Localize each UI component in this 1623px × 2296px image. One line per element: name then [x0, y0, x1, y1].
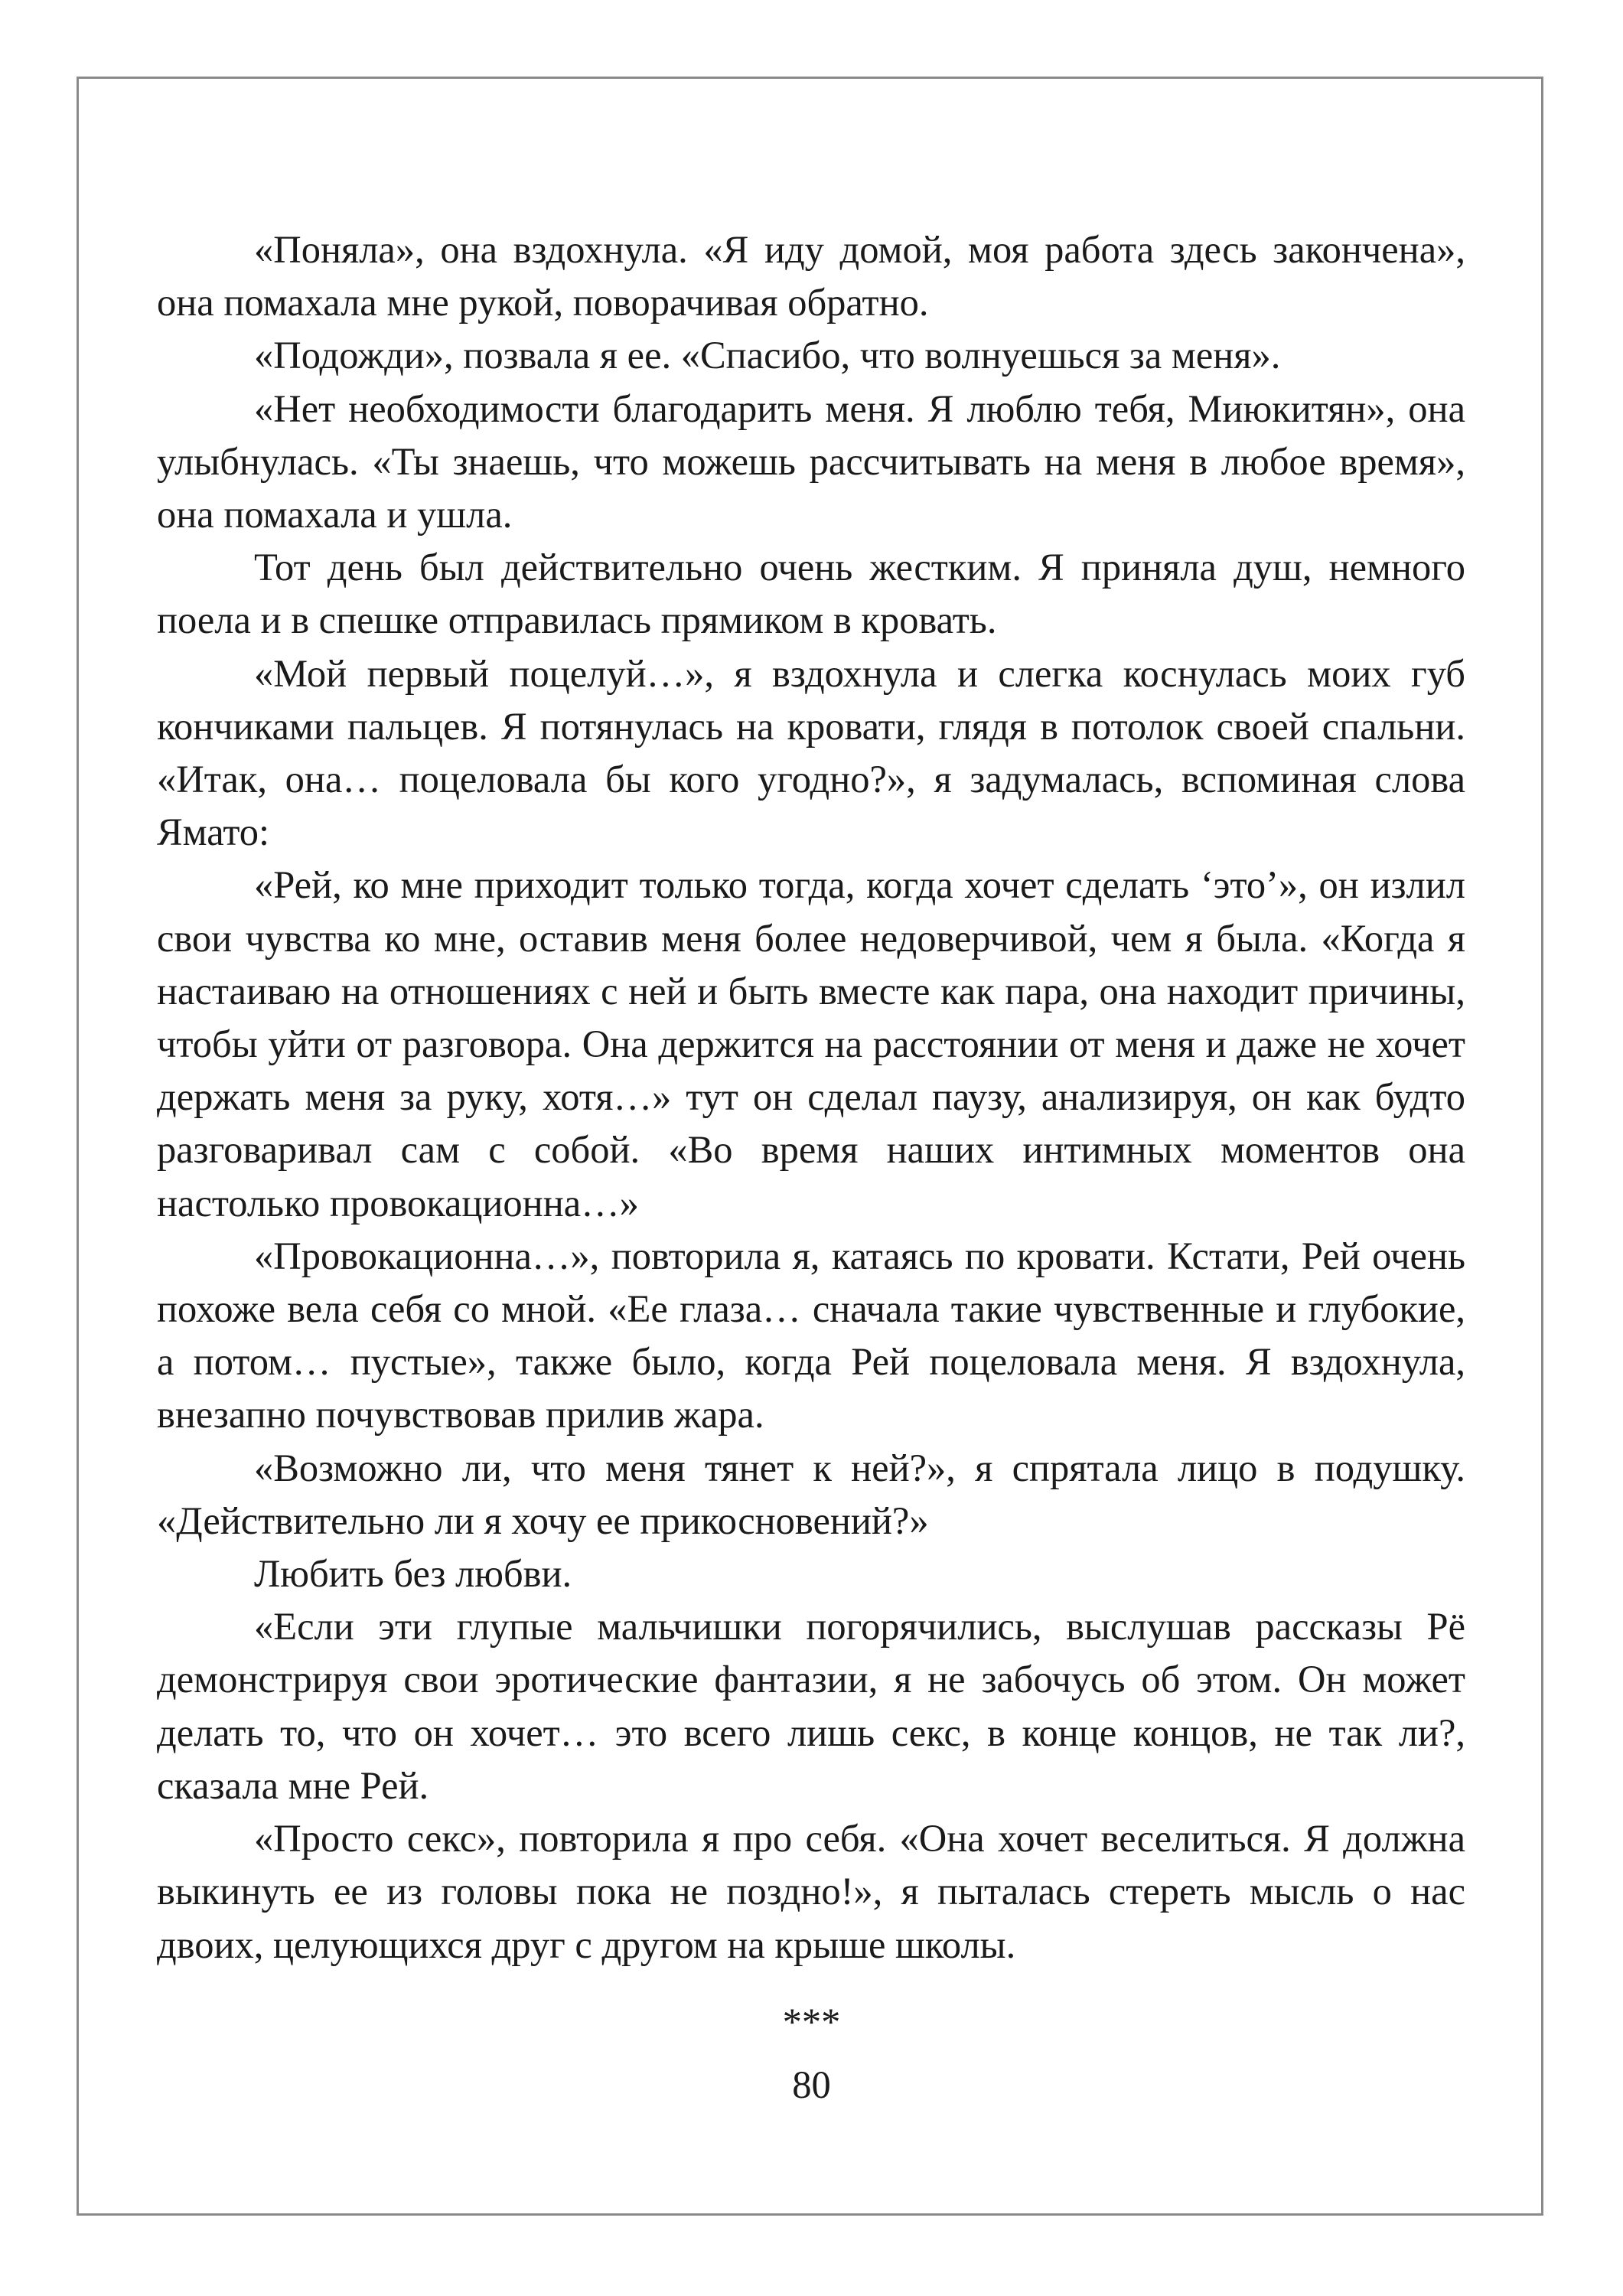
- paragraph: «Нет необходимости благодарить меня. Я люблю тебя, Миюкитян», она улыбнулась. «Ты знаешь, что можешь рассчитывать на меня в любое время», она помахала и ушла.: [157, 386, 1465, 536]
- paragraph: «Просто секс», повторила я про себя. «Она хочет веселиться. Я должна выкинуть ее из головы пока не поздно!», я пыталась стереть мысль о нас двоих, целующихся друг с другом на крыше школы.: [157, 1817, 1465, 1966]
- paragraph: «Мой первый поцелуй…», я вздохнула и слегка коснулась моих губ кончиками пальцев. Я потянулась на кровати, глядя в потолок своей спальни. «Итак, она… поцеловала бы кого угодно?», я задумалась, вспоминая слова Ямато:: [157, 651, 1465, 854]
- section-separator: ***: [782, 2001, 841, 2043]
- paragraph: «Провокационна…», повторила я, катаясь по кровати. Кстати, Рей очень похоже вела себя со мной. «Ее глаза… сначала такие чувственные и глубокие, а потом… пустые», также было, когда Рей поцеловала меня. Я вздохнула, внезапно почувствовав прилив жара.: [157, 1234, 1465, 1437]
- paragraph: «Подожди», позвала я ее. «Спасибо, что волнуешься за меня».: [254, 334, 1281, 377]
- paragraph: Любить без любви.: [254, 1552, 572, 1596]
- paragraph: Тот день был действительно очень жестким. Я приняла душ, немного поела и в спешке отправилась прямиком в кровать.: [157, 546, 1465, 642]
- paragraph: «Если эти глупые мальчишки погорячились, выслушав рассказы Рё демонстрируя свои эротические фантазии, я не забочусь об этом. Он может делать то, что он хочет… это всего лишь секс, в конце концов, не так ли?, сказала мне Рей.: [157, 1605, 1465, 1807]
- paragraph: «Поняла», она вздохнула. «Я иду домой, моя работа здесь закончена», она помахала мне рукой, поворачивая обратно.: [157, 228, 1465, 325]
- page-number: 80: [792, 2063, 831, 2106]
- paragraph: «Возможно ли, что меня тянет к ней?», я спрятала лицо в подушку. «Действительно ли я хочу ее прикосновений?»: [157, 1446, 1465, 1542]
- paragraph: «Рей, ко мне приходит только тогда, когда хочет сделать ‘это’», он излил свои чувства ко мне, оставив меня более недоверчивой, чем я была. «Когда я настаиваю на отношениях с ней и быть вместе как пара, она находит причины, чтобы уйти от разговора. Она держится на расстоянии от меня и даже не хочет держать меня за руку, хотя…» тут он сделал паузу, анализируя, он как будто разговаривал сам с собой. «Во время наших интимных моментов она настолько провокационна…»: [157, 863, 1465, 1225]
- body-text: [157, 223, 1465, 1971]
